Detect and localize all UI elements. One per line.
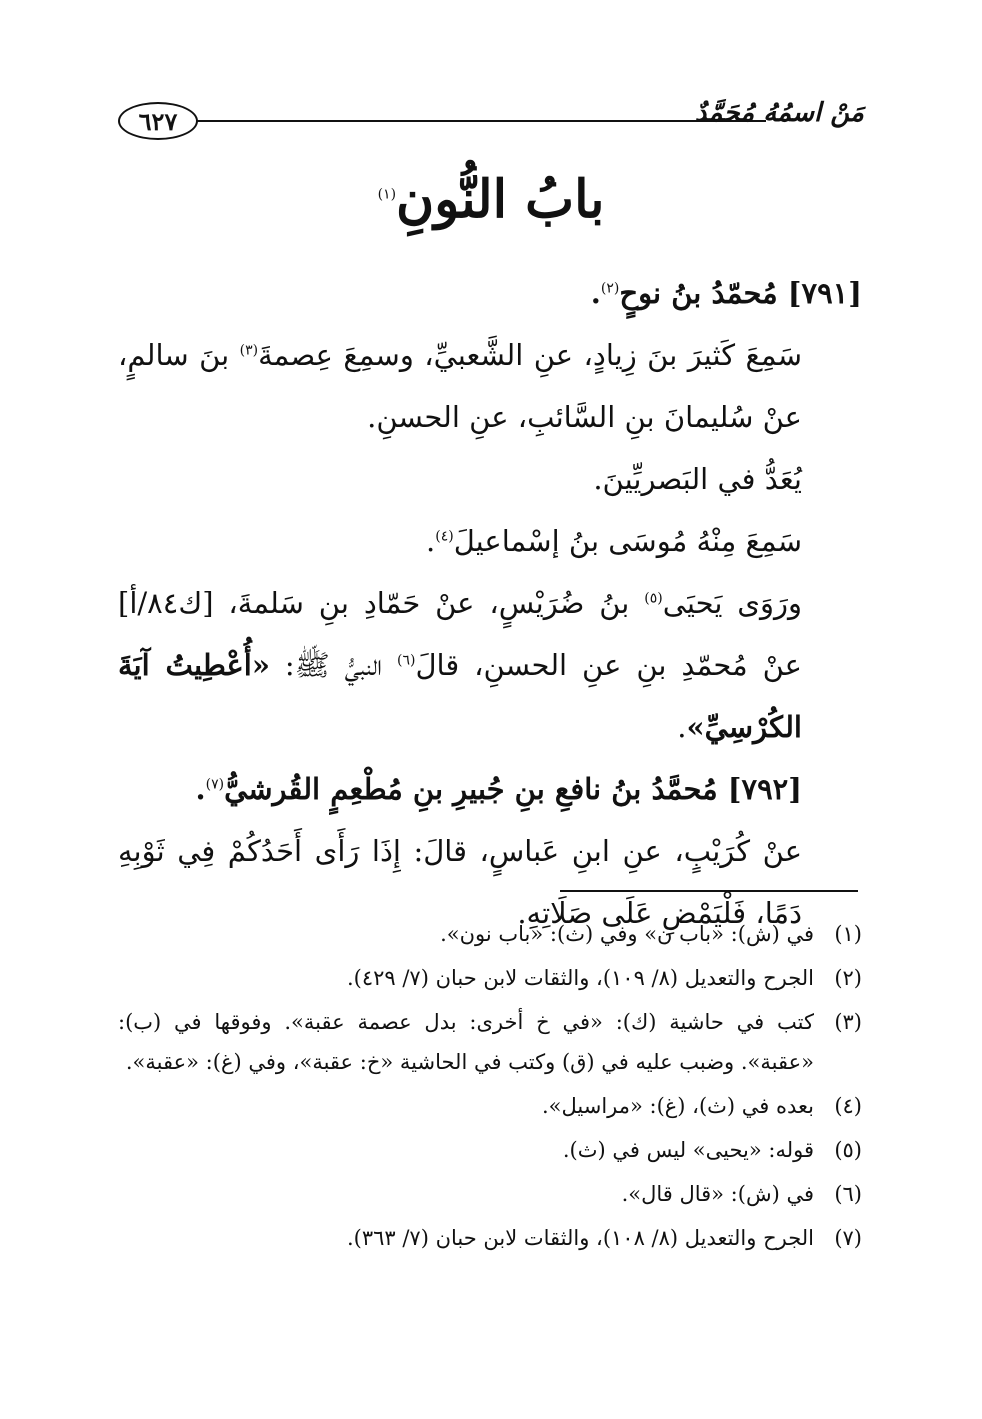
paragraph-text: بنُ ضُرَيْسٍ، عنْ حَمّادِ بنِ سَلمةَ، [ك٨٤/أ] عنْ مُحمّدِ بنِ عنِ الحسنِ، قالَ (118, 586, 802, 682)
paragraph (118, 448, 862, 510)
footnote-ref-1: (١) (377, 186, 397, 203)
paragraph-text: ورَوَى يَحيَى (662, 586, 802, 620)
footnote-number: (٧) (834, 1226, 862, 1250)
paragraph-text: . (677, 710, 687, 744)
footnote-ref-5: (٥) (644, 590, 663, 607)
chapter-title-text: بابُ النُّونِ (396, 169, 605, 230)
footnote (118, 958, 862, 998)
chapter-title (0, 160, 982, 240)
page-number: ٦٢٧ (138, 106, 178, 136)
footnote-ref-3: (٣) (239, 342, 259, 359)
entry-heading-text: [٧٩٢] مُحمَّدُ بنُ نافعِ بنِ جُبيرِ بنِ مُطْعِمٍ القُرشيُّ (224, 772, 802, 806)
paragraph-text: عنْ كُرَيْبٍ، عنِ ابنِ عَباسٍ، قالَ: إِذَا رَأَى أَحَدُكُمْ فِي ثَوْبِهِ دَمًا، فَلْيَمْضِ عَلَى صَلَاتِهِ. (118, 834, 802, 930)
footnotes (118, 914, 862, 1262)
footnote-text: بعده في (ث)، (غ): «مراسيل». (541, 1094, 814, 1118)
heading-period: . (195, 772, 206, 806)
footnote-number: (٣) (834, 1010, 862, 1034)
paragraph-text: سَمِعَ مِنْهُ مُوسَى بنُ إسْماعيلَ (453, 524, 802, 558)
footnote (118, 1218, 862, 1258)
main-text (118, 262, 862, 944)
hadith-quote: «أُعْطِيتُ آيَةَ الكُرْسِيِّ» (118, 648, 802, 744)
paragraph (118, 572, 862, 758)
paragraph-text: يُعَدُّ في البَصريِّينَ. (593, 462, 802, 496)
footnote-number: (٤) (834, 1094, 862, 1118)
footnote-text: في (ش): «باب ن» وفي (ث): «باب نون». (440, 922, 814, 946)
footnote (118, 1002, 862, 1082)
page-number-badge (118, 102, 198, 140)
footnote-text: الجرح والتعديل (٨/ ١٠٩)، والثقات لابن حبان (٧/ ٤٢٩). (346, 966, 814, 990)
entry-heading-792 (118, 758, 862, 820)
footnote-number: (١) (834, 922, 862, 946)
footnote-text: الجرح والتعديل (٨/ ١٠٨)، والثقات لابن حبان (٧/ ٣٦٣). (346, 1226, 814, 1250)
footnote-separator (560, 890, 858, 892)
paragraph (118, 510, 862, 572)
header-rule (196, 120, 766, 122)
footnote-ref-4: (٤) (435, 528, 454, 545)
footnote (118, 914, 862, 954)
entry-heading-791 (118, 262, 862, 324)
footnote-number: (٦) (834, 1182, 862, 1206)
footnote-text: في (ش): «قال قال». (621, 1182, 814, 1206)
footnote-text: كتب في حاشية (ك): «في خ أخرى: بدل عصمة عقبة». وفوقها في (ب): «عقبة». وضبب عليه في (ق) وكتب في الحاشية «خ: عقبة»، وفي (غ): «عقبة». (118, 1010, 814, 1074)
footnote-ref-6: (٦) (397, 652, 416, 669)
paragraph (118, 324, 862, 448)
footnote-ref-2: (٢) (600, 280, 620, 297)
paragraph-text: سَمِعَ كَثيرَ بنَ زِيادٍ، عنِ الشَّعبيِّ، وسمِعَ عِصمةَ (258, 338, 802, 372)
footnote (118, 1174, 862, 1214)
footnote-text: قوله: «يحيى» ليس في (ث). (562, 1138, 814, 1162)
footnote (118, 1086, 862, 1126)
footnote-number: (٥) (834, 1138, 862, 1162)
entry-heading-text: [٧٩١] مُحمّدُ بنُ نوحٍ (619, 276, 862, 310)
book-title: مَنْ اسمُهُ مُحَمَّدٌ (694, 98, 864, 128)
footnote-number: (٢) (834, 966, 862, 990)
paragraph-text: النبيُّ ﷺ: (270, 648, 397, 682)
paragraph-text: بنَ سالمٍ، عنْ سُليمانَ بنِ السَّائبِ، عنِ الحسنِ. (118, 338, 802, 434)
paragraph-text: . (426, 524, 436, 558)
footnote (118, 1130, 862, 1170)
footnote-ref-7: (٧) (205, 776, 225, 793)
heading-period: . (590, 276, 601, 310)
running-header (118, 96, 864, 146)
